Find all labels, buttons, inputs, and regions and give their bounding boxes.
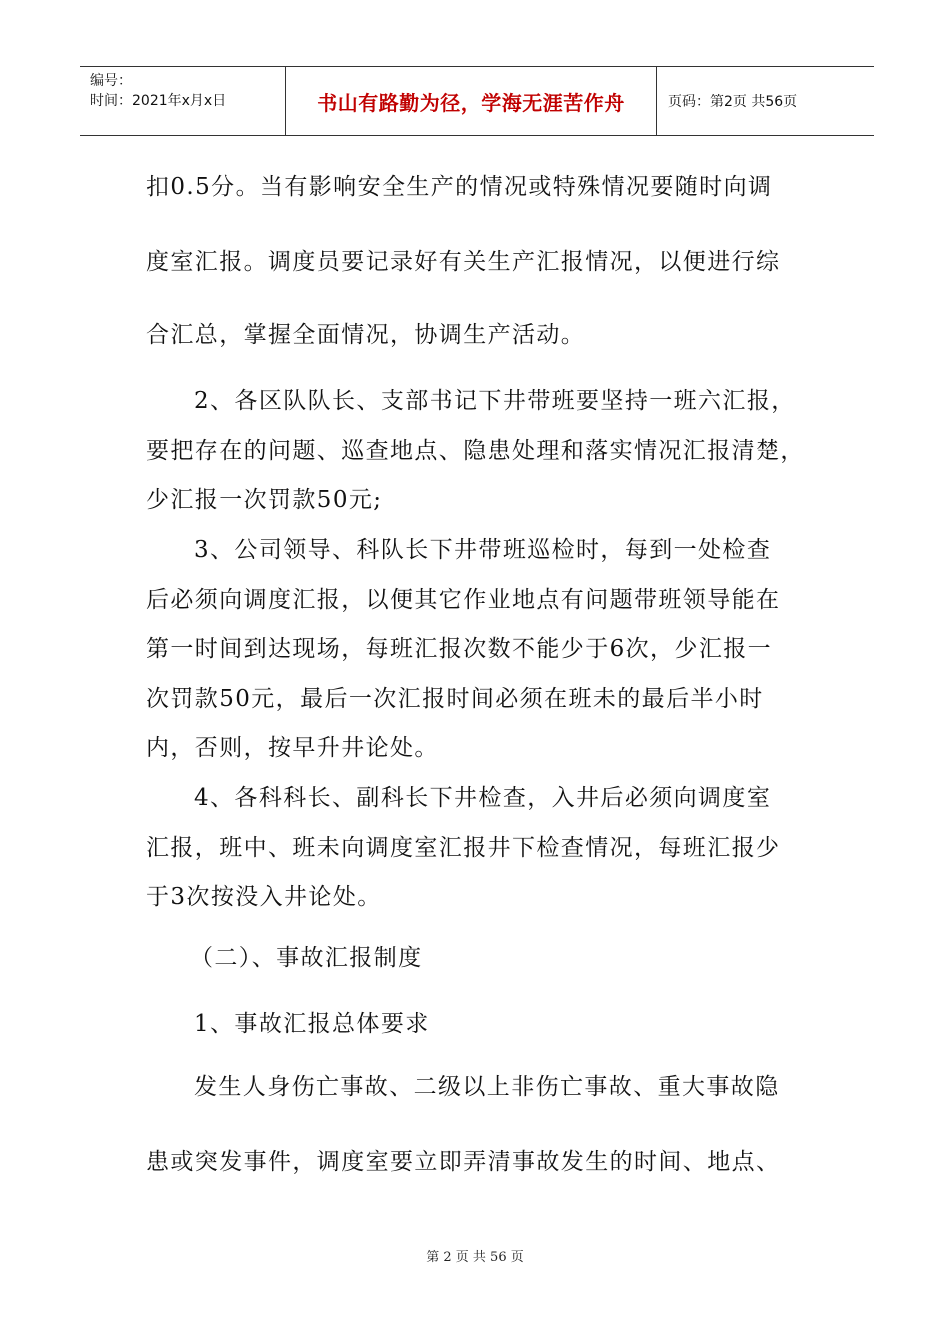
body-line: 次罚款50元，最后一次汇报时间必须在班未的最后半小时	[146, 686, 764, 712]
body-line: 度室汇报。调度员要记录好有关生产汇报情况，以便进行综	[146, 249, 781, 275]
body-line: 后必须向调度汇报，以便其它作业地点有问题带班领导能在	[146, 587, 781, 613]
page-header	[80, 66, 874, 136]
body-line: 于3次按没入井论处。	[146, 884, 382, 910]
body-line: 3、公司领导、科队长下井带班巡检时，每到一处检查	[194, 537, 772, 563]
body-line: 2、各区队队长、支部书记下井带班要坚持一班六汇报，	[194, 388, 796, 414]
body-line: 发生人身伤亡事故、二级以上非伤亡事故、重大事故隐	[194, 1074, 780, 1100]
body-line: 汇报，班中、班未向调度室汇报井下检查情况，每班汇报少	[146, 835, 781, 861]
page-footer: 第 2 页 共 56 页	[426, 1250, 524, 1265]
body-line: 少汇报一次罚款50元;	[146, 487, 383, 513]
body-line: 合汇总，掌握全面情况，协调生产活动。	[146, 322, 586, 348]
body-line: 患或突发事件，调度室要立即弄清事故发生的时间、地点、	[146, 1149, 781, 1175]
subsection-heading: 1、事故汇报总体要求	[194, 1011, 430, 1037]
body-line: 内，否则，按早升井论处。	[146, 735, 439, 761]
header-page-info: 页码：第2页 共56页	[668, 94, 798, 110]
section-heading: （二）、事故汇报制度	[190, 945, 423, 971]
body-line: 扣0.5分。当有影响安全生产的情况或特殊情况要随时向调	[146, 174, 773, 200]
body-line: 第一时间到达现场，每班汇报次数不能少于6次，少汇报一	[146, 636, 773, 662]
header-meta	[90, 71, 226, 111]
body-line: 4、各科科长、副科长下井检查，入井后必须向调度室	[194, 785, 772, 811]
document-number-label: 编号：	[90, 73, 132, 89]
document-time-label: 时间：2021年x月x日	[90, 93, 227, 109]
header-motto: 书山有路勤为径，学海无涯苦作舟	[317, 90, 625, 115]
body-line: 要把存在的问题、巡查地点、隐患处理和落实情况汇报清楚，	[146, 438, 805, 464]
header-divider-right	[656, 67, 657, 135]
